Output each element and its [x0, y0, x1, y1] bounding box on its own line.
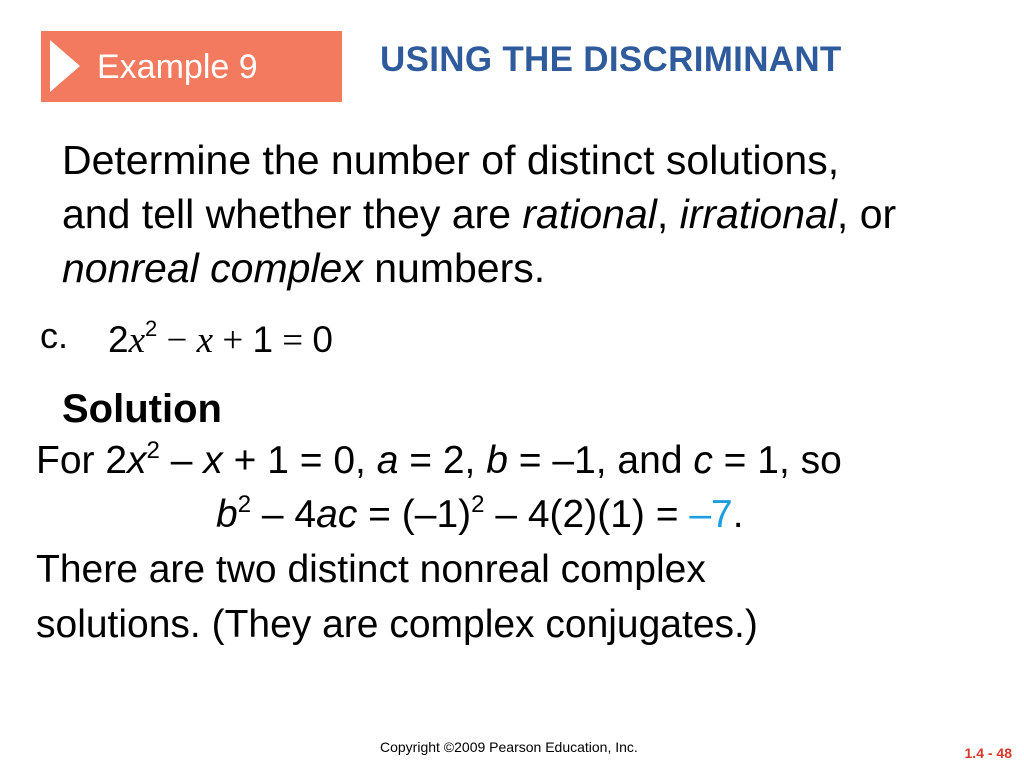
part-label: c.: [40, 315, 69, 356]
prompt-line-2: and tell whether they are rational, irrational, or: [62, 191, 897, 237]
solution-line-1: For $2x^2 - x + 1 = 0$, a = 2, b = –1, and c = 1, so: [36, 437, 842, 482]
play-arrow-icon: [50, 40, 80, 92]
example-badge: [41, 31, 342, 102]
slide-number: 1.4 - 48: [964, 745, 1012, 761]
prompt-line-3: nonreal complex numbers.: [62, 245, 546, 291]
solution-line-4: solutions. (They are complex conjugates.): [36, 603, 758, 646]
term-irrational: irrational: [679, 191, 837, 237]
slide-title: USING THE DISCRIMINANT: [380, 40, 842, 79]
problem-prompt: [62, 133, 1012, 295]
discriminant-result: –7: [689, 493, 733, 536]
solution-heading: Solution: [62, 387, 222, 431]
term-nonreal-complex: nonreal complex: [62, 245, 363, 291]
equation: $2x^2 - x + 1 = 0$: [108, 316, 333, 361]
example-label: Example 9: [97, 48, 258, 86]
term-rational: rational: [522, 191, 657, 237]
prompt-line-1: Determine the number of distinct solutions,: [62, 137, 840, 183]
copyright-notice: Copyright ©2009 Pearson Education, Inc.: [380, 739, 638, 755]
solution-line-3: There are two distinct nonreal complex: [36, 548, 706, 591]
solution-line-2: $b^2 - 4ac = (-1)^2 - 4(2)(1) = -7$.: [216, 491, 744, 536]
